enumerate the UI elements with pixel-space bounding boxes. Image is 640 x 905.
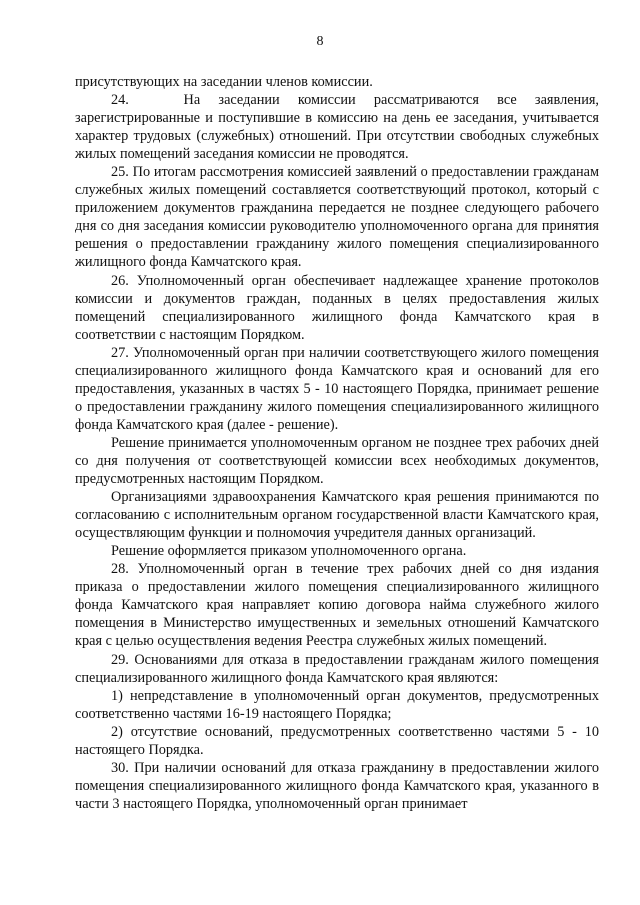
paragraph-27: 27. Уполномоченный орган при наличии соответствующего жилого помещения специализированного жилищного фонда Камчатского края и оснований для его предоставления, указанных в частях 5 - 10 настоящего Порядка, принимает решение о предоставлении гражданину жилого помещения специализированного жилищного фонда Камчатского края (далее - решение). bbox=[75, 344, 599, 433]
paragraph-27-decision-form: Решение оформляется приказом уполномоченного органа. bbox=[111, 543, 467, 560]
paragraph-24: 24. На заседании комиссии рассматриваются все заявления, зарегистрированные и поступившие в комиссию на день ее заседания, учитывается характер трудовых (служебных) отношений. При отсутствии свободных служебных жилых помещений заседания комиссии не проводятся. bbox=[75, 92, 599, 163]
paragraph-27-healthcare-organizations: Организациями здравоохранения Камчатского края решения принимаются по согласованию с исполнительным органом государственной власти Камчатского края, осуществляющим функции и полномочия учредителя данных организаций. bbox=[75, 489, 599, 542]
paragraph-29-item-1: 1) непредставление в уполномоченный орган документов, предусмотренных соответственно частями 16-19 настоящего Порядка; bbox=[75, 687, 599, 722]
paragraph-26: 26. Уполномоченный орган обеспечивает надлежащее хранение протоколов комиссии и документов граждан, поданных в целях предоставления жилых помещений специализированного жилищного фонда Камчатского края в соответствии с настоящим Порядком. bbox=[75, 272, 599, 343]
paragraph-28: 28. Уполномоченный орган в течение трех рабочих дней со дня издания приказа о предоставлении жилого помещения специализированного жилищного фонда Камчатского края направляет копию договора найма служебного жилого помещения в Министерство имущественных и земельных отношений Камчатского края с целью осуществления ведения Реестра служебных жилых помещений. bbox=[75, 561, 599, 650]
paragraph-27-decision-deadline: Решение принимается уполномоченным органом не позднее трех рабочих дней со дня получения от соответствующей комиссии всех необходимых документов, предусмотренных настоящим Порядком. bbox=[75, 434, 599, 488]
page-number: 8 bbox=[316, 34, 324, 49]
paragraph-29: 29. Основаниями для отказа в предоставлении гражданам жилого помещения специализированного жилищного фонда Камчатского края являются: bbox=[75, 651, 599, 686]
document-body bbox=[75, 73, 599, 813]
paragraph-continuation: присутствующих на заседании членов комиссии. bbox=[75, 74, 373, 90]
paragraph-29-item-2: 2) отсутствие оснований, предусмотренных соответственно частями 5 - 10 настоящего Порядка. bbox=[75, 723, 599, 758]
paragraph-30: 30. При наличии оснований для отказа гражданину в предоставлении жилого помещения специализированного жилищного фонда Камчатского края, указанного в части 3 настоящего Порядка, уполномоченный орган принимает bbox=[75, 759, 599, 812]
paragraph-25: 25. По итогам рассмотрения комиссией заявлений о предоставлении гражданам служебных жилых помещений составляется соответствующий протокол, который с приложением документов гражданина передается не позднее следующего рабочего дня со дня заседания комиссии руководителю уполномоченного органа для принятия решения о предоставлении гражданину жилого помещения специализированного жилищного фонда Камчатского края. bbox=[75, 164, 599, 271]
